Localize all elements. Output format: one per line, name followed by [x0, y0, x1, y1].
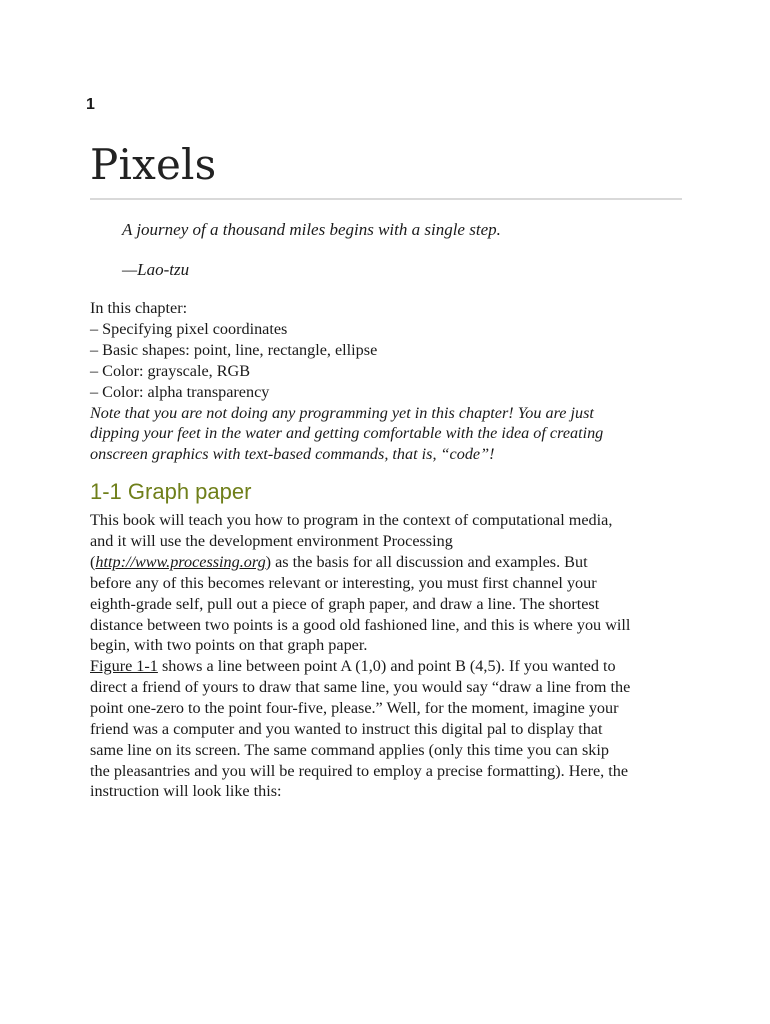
intro-lead: In this chapter: — [90, 299, 188, 317]
processing-link[interactable]: http://www.processing.org — [95, 552, 266, 571]
paragraph-line: and it will use the development environment Processing — [90, 531, 453, 550]
intro-note-line: Note that you are not doing any programming yet in this chapter! You are just — [90, 403, 594, 422]
chapter-intro — [90, 298, 682, 465]
chapter-number: 1 — [86, 96, 95, 113]
paragraph-line: direct a friend of yours to draw that same line, you would say “draw a line from the — [90, 677, 631, 696]
intro-list-item: – Specifying pixel coordinates — [90, 319, 288, 338]
intro-list-item: – Basic shapes: point, line, rectangle, ellipse — [90, 340, 378, 359]
chapter-title: Pixels — [90, 140, 217, 189]
paragraph-line: distance between two points is a good old fashioned line, and this is where you will — [90, 615, 631, 634]
paren-open: ( — [90, 552, 96, 571]
paragraph-line: begin, with two points on that graph paper. — [90, 636, 368, 655]
figure-1-1-link[interactable]: Figure 1-1 — [90, 657, 158, 675]
intro-list-item: – Color: alpha transparency — [90, 382, 270, 401]
paragraph-line: instruction will look like this: — [90, 782, 282, 801]
paragraph-graph-paper — [90, 510, 682, 656]
paragraph-line: before any of this becomes relevant or interesting, you must first channel your — [90, 573, 597, 592]
paragraph-text: ) as the basis for all discussion and examples. But — [265, 552, 588, 571]
paragraph-text: shows a line between point A (1,0) and point B (4,5). If you wanted to — [157, 657, 616, 675]
paragraph-figure-reference — [90, 656, 682, 802]
section-heading: 1-1 Graph paper — [90, 479, 252, 504]
paragraph-line: point one-zero to the point four-five, please.” Well, for the moment, imagine your — [90, 698, 619, 717]
epigraph-quote: A journey of a thousand miles begins with a single step. — [122, 220, 501, 239]
intro-list-item: – Color: grayscale, RGB — [90, 361, 251, 380]
paragraph-line — [90, 656, 682, 677]
paragraph-line: friend was a computer and you wanted to instruct this digital pal to display that — [90, 719, 603, 738]
paragraph-line — [90, 552, 682, 573]
epigraph-attribution: —Lao-tzu — [122, 260, 190, 279]
intro-note-line: dipping your feet in the water and getting comfortable with the idea of creating — [90, 424, 604, 443]
paragraph-line: eighth-grade self, pull out a piece of graph paper, and draw a line. The shortest — [90, 594, 600, 613]
paragraph-line: the pleasantries and you will be required to employ a precise formatting). Here, the — [90, 761, 629, 780]
title-divider — [90, 198, 682, 200]
paragraph-line: same line on its screen. The same command applies (only this time you can skip — [90, 740, 609, 759]
paragraph-line: This book will teach you how to program in the context of computational media, — [90, 511, 613, 529]
intro-note-line: onscreen graphics with text-based commands, that is, “code”! — [90, 445, 495, 464]
